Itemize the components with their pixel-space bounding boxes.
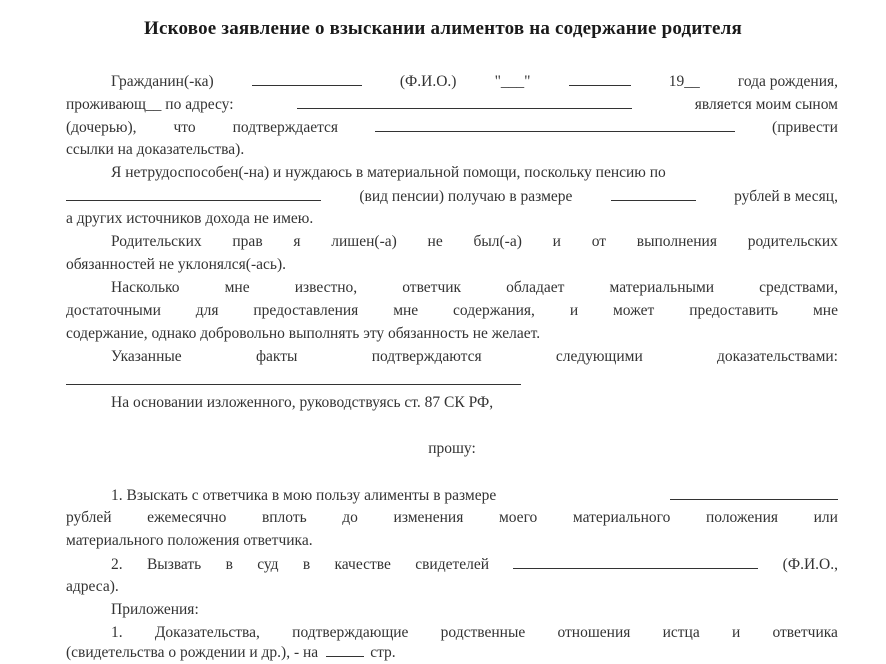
word: я — [293, 233, 301, 250]
word: в — [225, 556, 233, 573]
item1-line2 — [66, 507, 838, 529]
word: был(-а) — [473, 233, 522, 250]
word: вплоть — [261, 509, 307, 526]
word: родительских — [747, 233, 838, 250]
blank-field — [611, 185, 696, 201]
p2-line1: Я нетрудоспособен(-на) и нуждаюсь в материальной помощи, поскольку пенсию по — [111, 164, 666, 181]
word: может — [612, 302, 655, 319]
document-title: Исковое заявление о взыскании алиментов на содержание родителя — [144, 18, 742, 39]
word: от — [591, 233, 607, 250]
word: предоставления — [253, 302, 359, 319]
word: обладает — [506, 279, 565, 296]
word: материального — [572, 509, 671, 526]
word: родственные — [440, 624, 526, 641]
word: ответчик — [402, 279, 462, 296]
blank-field — [326, 641, 364, 657]
text: проживающ__ по адресу: — [66, 96, 234, 113]
word: известно, — [294, 279, 358, 296]
request-heading: прошу: — [428, 440, 476, 457]
word: 2. — [111, 556, 123, 573]
text: что — [173, 119, 196, 136]
word: предоставить — [689, 302, 779, 319]
word: Родительских — [111, 233, 202, 250]
item1-line3: материального положения ответчика. — [66, 532, 313, 549]
word: для — [195, 302, 219, 319]
text: стр. — [370, 644, 396, 661]
word: 1. — [111, 624, 123, 641]
blank-field — [375, 116, 735, 132]
blank-field — [513, 553, 758, 569]
p4-line3: содержание, однако добровольно выполнять эту обязанность не желает. — [66, 325, 541, 342]
p5-line2 — [66, 369, 838, 391]
text: (Ф.И.О.) — [399, 73, 457, 90]
word: содержания, — [453, 302, 535, 319]
word: достаточными — [66, 302, 161, 319]
word: и — [569, 302, 579, 319]
p4-line1 — [66, 277, 838, 299]
word: доказательствами: — [717, 348, 838, 365]
blank-field — [66, 185, 321, 201]
p1-line2 — [66, 93, 838, 115]
text: (свидетельства о рождении и др.), - на — [66, 644, 319, 661]
blank-field — [66, 369, 521, 385]
text: года рождения, — [737, 73, 838, 90]
p3-line1 — [66, 231, 838, 253]
p5-line1 — [66, 346, 838, 368]
word: Доказательства, — [154, 624, 260, 641]
word: подтверждаются — [371, 348, 482, 365]
item2-line1 — [66, 553, 838, 575]
attachments-heading: Приложения: — [111, 601, 199, 618]
word: мне — [393, 302, 419, 319]
word: мне — [813, 302, 838, 319]
word: материальными — [609, 279, 715, 296]
p1-line3 — [66, 116, 838, 138]
p1-line4: ссылки на доказательства). — [66, 141, 245, 158]
word: мне — [224, 279, 250, 296]
item2-line2: адреса). — [66, 578, 119, 595]
text: рублей в месяц, — [734, 188, 838, 205]
blank-field — [297, 93, 632, 109]
word: суд — [257, 556, 279, 573]
word: и — [731, 624, 741, 641]
text: Гражданин(-ка) — [111, 73, 214, 90]
word: не — [427, 233, 443, 250]
p2-line3: а других источников дохода не имею. — [66, 210, 314, 227]
word: рублей — [66, 509, 112, 526]
word: следующими — [555, 348, 643, 365]
p4-line2 — [66, 300, 838, 322]
text: (дочерью), — [66, 119, 137, 136]
word: Насколько — [111, 279, 180, 296]
word: свидетелей — [415, 556, 490, 573]
word: и — [552, 233, 561, 250]
word: в — [302, 556, 311, 573]
word: подтверждающие — [292, 624, 409, 641]
word: положения — [705, 509, 779, 526]
word: ответчика — [772, 624, 838, 641]
word: Вызвать — [146, 556, 202, 573]
word: Указанные — [111, 348, 182, 365]
word: до — [342, 509, 358, 526]
text: (привести — [772, 119, 838, 136]
word: ежемесячно — [147, 509, 227, 526]
word: или — [813, 509, 838, 526]
word: лишен(-а) — [331, 233, 397, 250]
p2-line2 — [66, 185, 838, 207]
word: выполнения — [636, 233, 717, 250]
text: 1. Взыскать с ответчика в мою пользу алименты в размере — [111, 487, 497, 504]
blank-field — [252, 70, 362, 86]
word: истца — [662, 624, 700, 641]
p1-line1 — [66, 70, 838, 92]
text: (Ф.И.О., — [782, 556, 838, 573]
blank-field — [569, 70, 631, 86]
text: является моим сыном — [694, 96, 838, 113]
text: (вид пенсии) получаю в размере — [359, 188, 573, 205]
word: факты — [255, 348, 298, 365]
word: качестве — [334, 556, 391, 573]
word: изменения — [393, 509, 464, 526]
p3-line2: обязанностей не уклонялся(-ась). — [66, 256, 286, 273]
text: подтверждается — [232, 119, 339, 136]
text: "___" — [494, 73, 531, 90]
word: отношения — [557, 624, 631, 641]
text: 19__ — [668, 73, 700, 90]
word: прав — [232, 233, 263, 250]
word: моего — [498, 509, 538, 526]
p6-line1: На основании изложенного, руководствуясь ст. 87 СК РФ, — [111, 394, 494, 411]
item1-line1 — [66, 484, 838, 506]
word: средствами, — [759, 279, 838, 296]
blank-field — [670, 484, 838, 500]
